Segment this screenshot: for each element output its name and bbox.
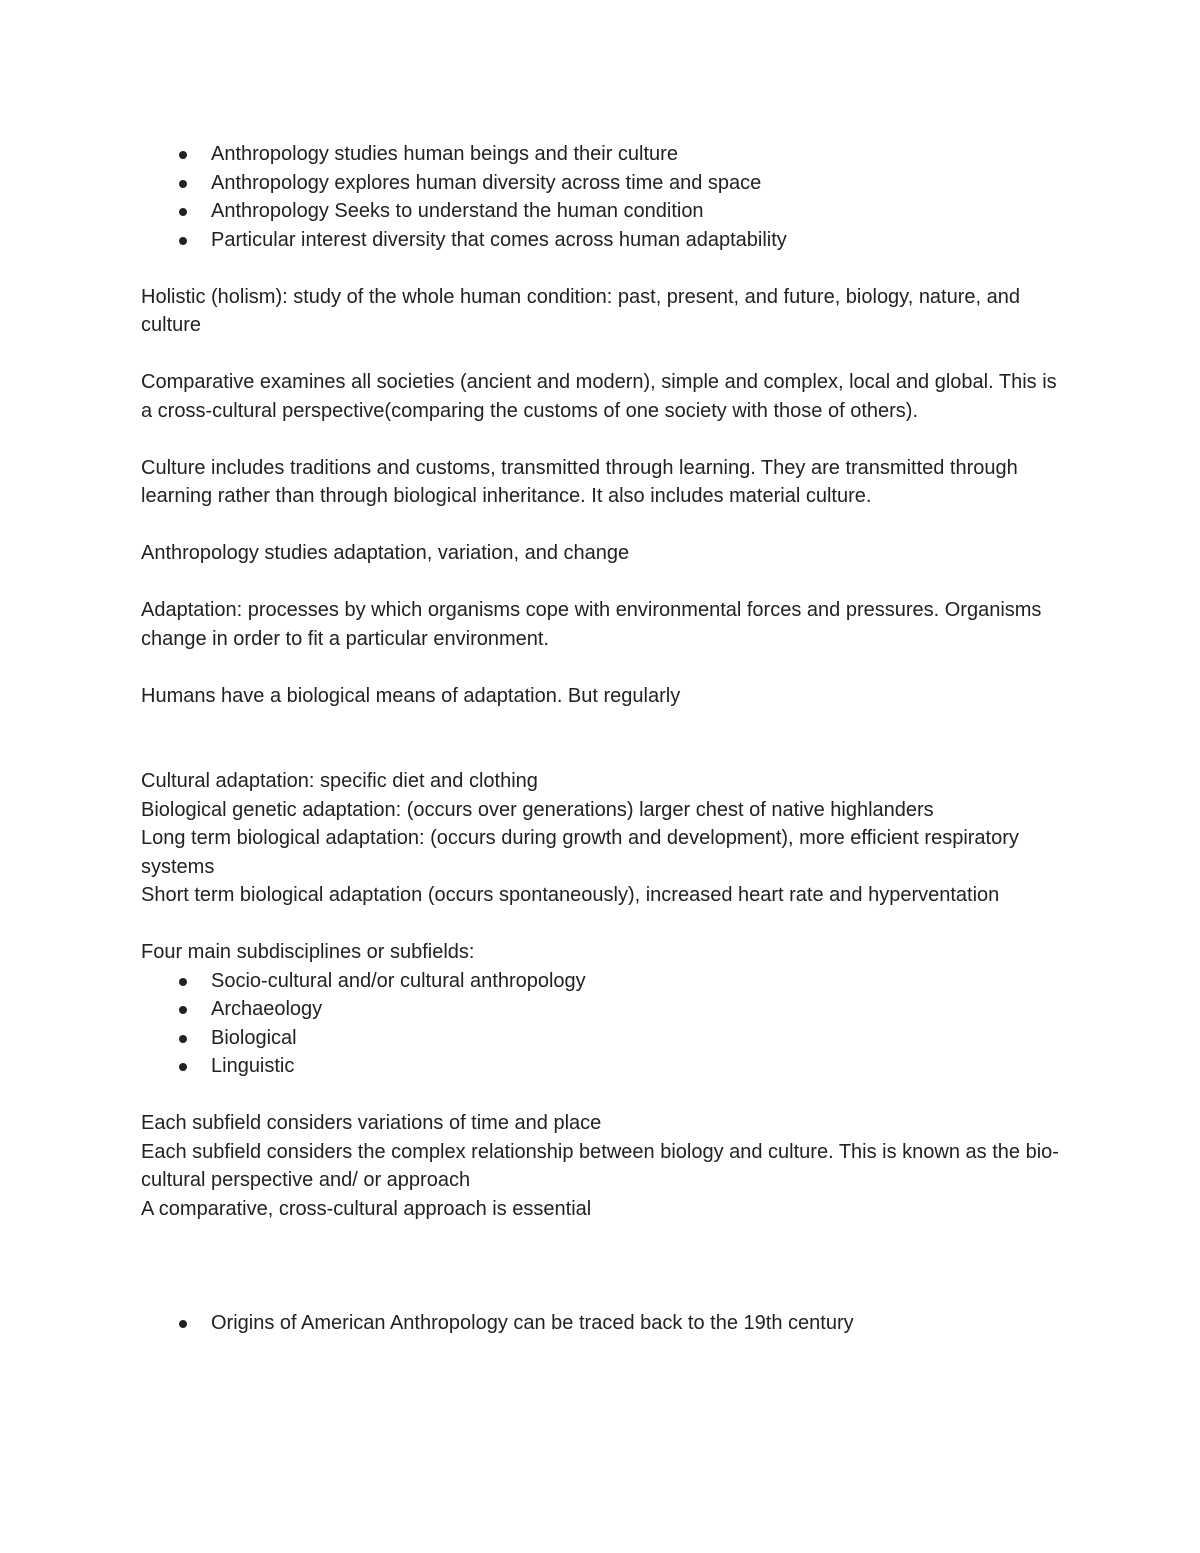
intro-bullet-list	[141, 140, 1061, 254]
studies-paragraph: Anthropology studies adaptation, variation, and change	[141, 542, 630, 564]
bullet-icon	[179, 208, 187, 216]
bullet-icon	[179, 1035, 187, 1043]
bullet-icon	[179, 1320, 187, 1328]
list-item: Anthropology studies human beings and their culture	[141, 140, 1061, 169]
comparative-paragraph: Comparative examines all societies (ancient and modern), simple and complex, local and global. This is a cross-cultural perspective(comparing the customs of one society with those of others).	[141, 371, 1057, 422]
bullet-icon	[179, 180, 187, 188]
list-item: Socio-cultural and/or cultural anthropology	[141, 967, 1061, 996]
list-item: Anthropology explores human diversity across time and space	[141, 169, 1061, 198]
subfield-note-line: A comparative, cross-cultural approach is essential	[141, 1197, 592, 1220]
subfields-bullet-list	[141, 967, 1061, 1081]
bullet-icon	[179, 237, 187, 245]
list-item: Biological	[141, 1024, 1061, 1053]
bullet-icon	[179, 151, 187, 159]
list-item: Particular interest diversity that comes across human adaptability	[141, 226, 1061, 255]
adaptation-paragraph: Adaptation: processes by which organisms cope with environmental forces and pressures. Organisms change in order to fit a particular environment.	[141, 599, 1042, 650]
long-term-adaptation-line: Long term biological adaptation: (occurs during growth and development), more efficient respiratory systems	[141, 827, 1019, 878]
short-term-adaptation-line: Short term biological adaptation (occurs spontaneously), increased heart rate and hyperventation	[141, 884, 1000, 906]
list-item: Archaeology	[141, 995, 1061, 1024]
cultural-adaptation-line: Cultural adaptation: specific diet and clothing	[141, 770, 538, 792]
holistic-paragraph: Holistic (holism): study of the whole human condition: past, present, and future, biology, nature, and culture	[141, 285, 1021, 336]
subfields-heading: Four main subdisciplines or subfields:	[141, 941, 475, 963]
culture-paragraph: Culture includes traditions and customs, transmitted through learning. They are transmitted through learning rather than through biological inheritance. It also includes material culture.	[141, 456, 1018, 507]
list-item: Origins of American Anthropology can be traced back to the 19th century	[141, 1309, 1061, 1338]
humans-paragraph: Humans have a biological means of adaptation. But regularly	[141, 684, 681, 707]
genetic-adaptation-line: Biological genetic adaptation: (occurs over generations) larger chest of native highlanders	[141, 798, 934, 821]
list-item: Anthropology Seeks to understand the human condition	[141, 197, 1061, 226]
bullet-icon	[179, 978, 187, 986]
bullet-icon	[179, 1006, 187, 1014]
document-body	[141, 140, 1061, 1337]
origins-bullet-list	[141, 1309, 1061, 1338]
list-item: Linguistic	[141, 1052, 1061, 1081]
subfield-note-line: Each subfield considers the complex relationship between biology and culture. This is known as the bio-cultural perspective and/ or approach	[141, 1140, 1059, 1191]
bullet-icon	[179, 1063, 187, 1071]
subfield-note-line: Each subfield considers variations of time and place	[141, 1112, 602, 1134]
